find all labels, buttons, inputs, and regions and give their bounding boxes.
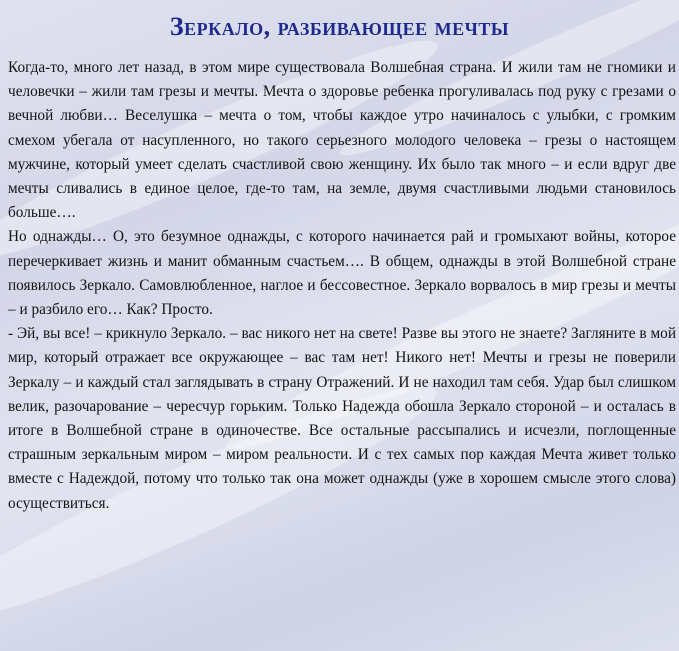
- paragraph: - Эй, вы все! – крикнуло Зеркало. – вас никого нет на свете! Разве вы этого не знаете? Загляните в мой мир, который отражает все окружающее – вас там нет! Никого нет! Мечты и грезы не поверили Зеркалу – и каждый стал заглядывать в страну Отражений. И не находил там себя. Удар был слишком велик, разочарование – чересчур горьким. Только Надежда обошла Зеркало стороной – и осталась в итоге в Волшебной стране в одиночестве. Все остальные рассыпались и исчезли, поглощенные страшным зеркальным миром – миром реальности. И с тех самых пор каждая Мечта живет только вместе с Надеждой, потому что только так она может однажды (уже в хорошем смысле этого слова) осуществиться.: [8, 325, 676, 512]
- paragraph: Когда-то, много лет назад, в этом мире существовала Волшебная страна. И жили там не гномики и человечки – жили там грезы и мечты. Мечта о здоровье ребенка прогуливалась под руку с грезами о вечной любви… Веселушка – мечта о том, чтобы каждое утро начиналось с улыбки, с громким смехом убегала от насупленного, но такого серьезного молодого человека – грезы о настоящем мужчине, который умеет сделать счастливой свою женщину. Их было так много – и если вдруг две мечты сливались в единое целое, где-то там, на земле, двумя счастливыми людьми становилось больше….: [8, 59, 676, 222]
- page-title: Зеркало, разбивающее мечты: [169, 12, 510, 41]
- paragraph: Но однажды… О, это безумное однажды, с которого начинается рай и громыхают войны, которое перечеркивает жизнь и манит обманным счастьем…. В общем, однажды в этой Волшебной стране появилось Зеркало. Самовлюбленное, наглое и бессовестное. Зеркало ворвалось в мир грезы и мечты – и разбило его… Как? Просто.: [8, 228, 676, 319]
- story-text: [8, 56, 676, 516]
